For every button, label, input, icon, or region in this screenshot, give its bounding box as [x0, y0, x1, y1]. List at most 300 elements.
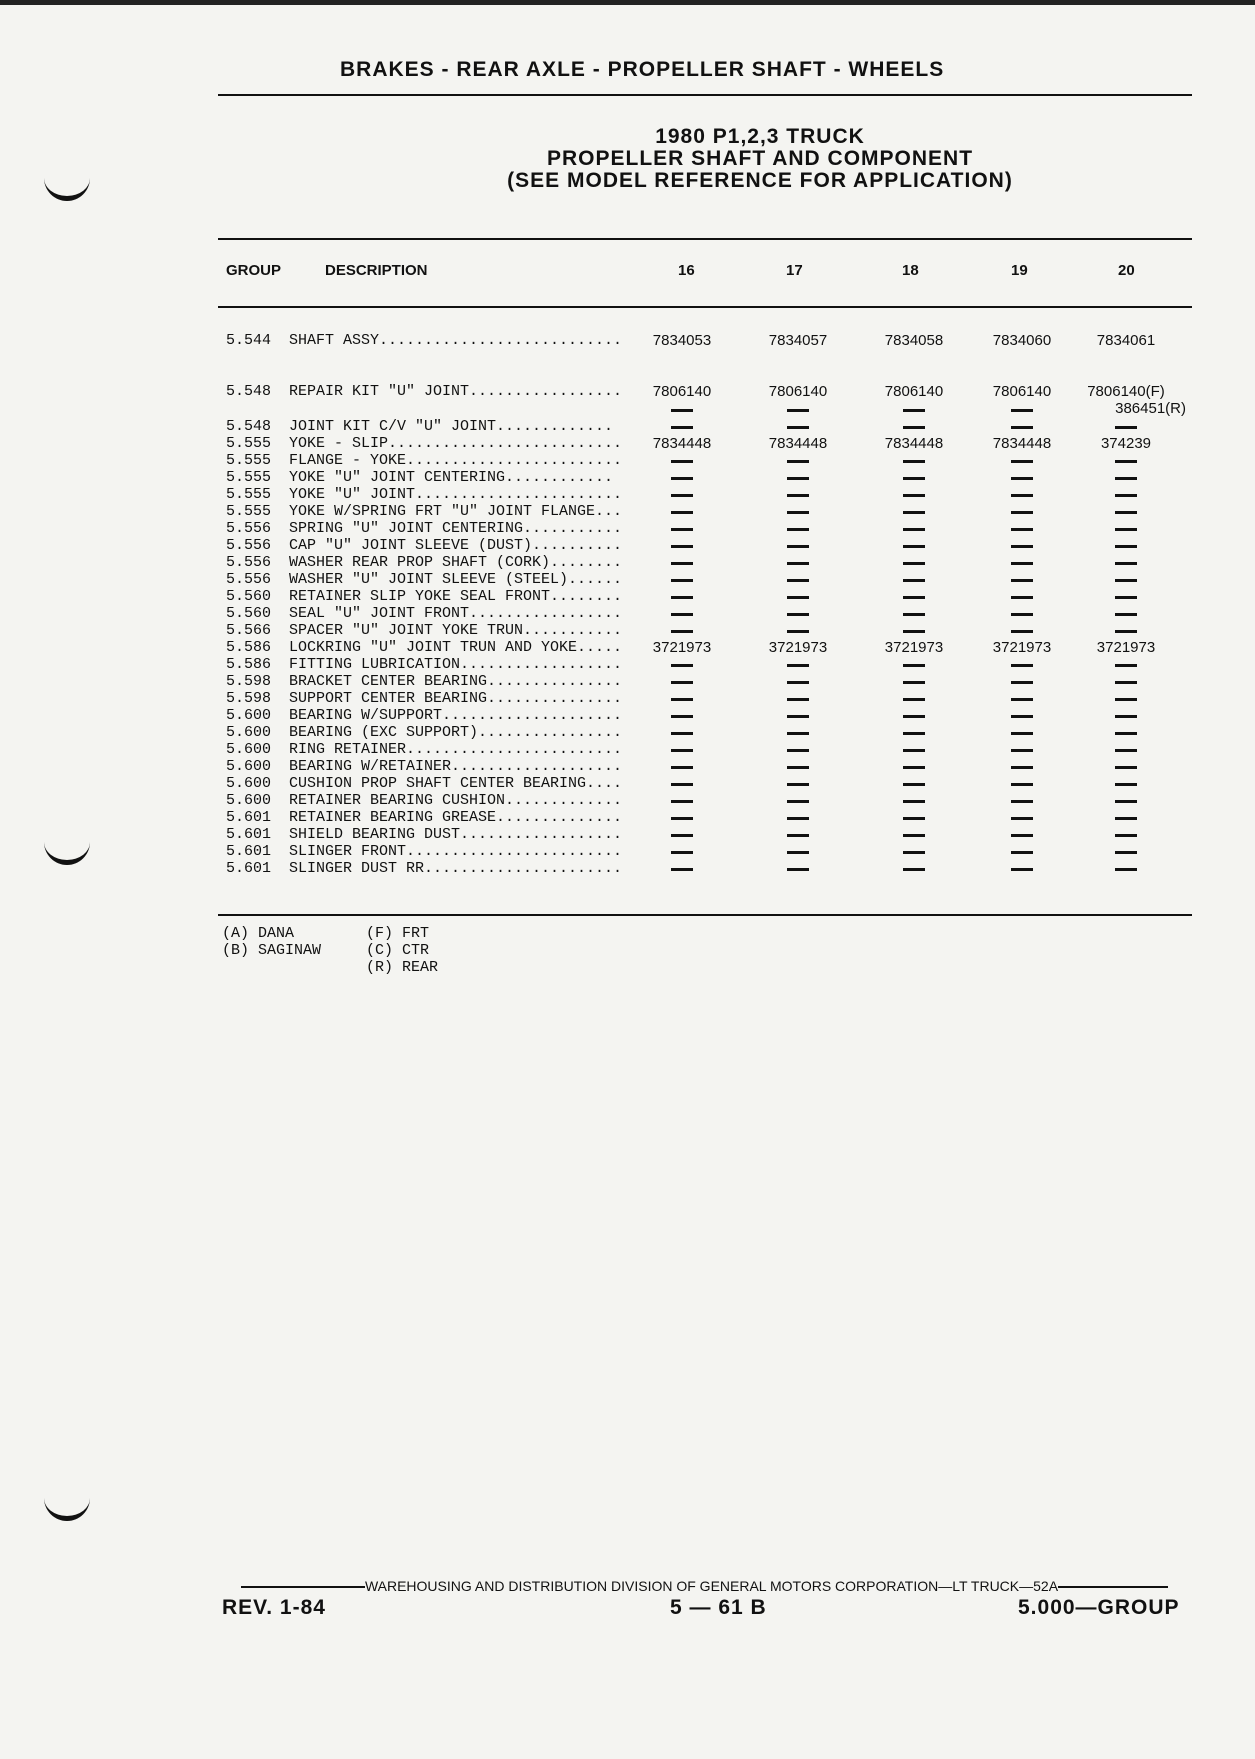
part-number-16 [632, 486, 732, 503]
not-applicable-dash [671, 800, 693, 803]
part-number-20 [1076, 520, 1176, 537]
not-applicable-dash [1011, 834, 1033, 837]
part-description: SLINGER DUST RR...................... [289, 860, 623, 877]
not-applicable-dash [903, 783, 925, 786]
table-row [0, 503, 1255, 520]
part-number-18 [864, 588, 964, 605]
table-row [0, 605, 1255, 622]
not-applicable-dash [1011, 715, 1033, 718]
part-number-20 [1076, 843, 1176, 860]
not-applicable-dash [903, 834, 925, 837]
part-number-20 [1076, 486, 1176, 503]
part-description: SPRING "U" JOINT CENTERING........... [289, 520, 623, 537]
group-code: 5.601 [226, 826, 272, 843]
part-number-17 [748, 758, 848, 775]
part-number-17 [748, 486, 848, 503]
part-number-20 [1076, 741, 1176, 758]
group-code: 5.556 [226, 554, 272, 571]
part-number-19: 7806140 [992, 383, 1052, 400]
part-number-18 [864, 554, 964, 571]
part-number-19 [972, 554, 1072, 571]
not-applicable-dash [1115, 749, 1137, 752]
not-applicable-dash [903, 528, 925, 531]
part-number-20 [1076, 690, 1176, 707]
table-row [0, 537, 1255, 554]
not-applicable-dash [787, 783, 809, 786]
not-applicable-dash [787, 834, 809, 837]
not-applicable-dash [1011, 511, 1033, 514]
part-number-17 [748, 588, 848, 605]
part-number-18: 7806140 [884, 383, 944, 400]
part-number-19 [972, 571, 1072, 588]
group-code: 5.555 [226, 469, 272, 486]
part-number-19 [972, 724, 1072, 741]
part-number-19 [972, 690, 1072, 707]
not-applicable-dash [903, 766, 925, 769]
not-applicable-dash [787, 562, 809, 565]
part-number-18 [864, 656, 964, 673]
part-number-20 [1076, 418, 1176, 435]
part-number-16 [632, 605, 732, 622]
not-applicable-dash [787, 732, 809, 735]
part-description: YOKE "U" JOINT CENTERING............ [289, 469, 614, 486]
group-code: 5.555 [226, 503, 272, 520]
part-number-18 [864, 792, 964, 809]
not-applicable-dash [787, 817, 809, 820]
not-applicable-dash [1011, 732, 1033, 735]
not-applicable-dash [1011, 868, 1033, 871]
part-description: SLINGER FRONT........................ [289, 843, 623, 860]
not-applicable-dash [787, 681, 809, 684]
part-description: FITTING LUBRICATION.................. [289, 656, 623, 673]
table-row [0, 809, 1255, 826]
part-number-19 [972, 741, 1072, 758]
part-number-20 [1076, 860, 1176, 877]
footer-page-number: 5 — 61 B [670, 1596, 767, 1619]
group-code: 5.601 [226, 860, 272, 877]
part-description: RETAINER BEARING CUSHION............. [289, 792, 623, 809]
not-applicable-dash [671, 630, 693, 633]
not-applicable-dash [1115, 664, 1137, 667]
part-number-16 [632, 537, 732, 554]
table-row [0, 860, 1255, 877]
part-number-19 [972, 486, 1072, 503]
part-number-17: 7806140 [768, 383, 828, 400]
part-number-16 [632, 724, 732, 741]
table-header-rule [218, 306, 1192, 308]
table-row [0, 622, 1255, 639]
part-number-17 [748, 792, 848, 809]
part-number-18: 7834448 [884, 435, 944, 452]
not-applicable-dash [632, 401, 732, 418]
part-description: REPAIR KIT "U" JOINT................. [289, 383, 623, 400]
footer-rule-right [1058, 1586, 1168, 1588]
part-description: BEARING W/RETAINER................... [289, 758, 623, 775]
part-number-18: 7834058 [884, 332, 944, 349]
part-number-17 [748, 503, 848, 520]
part-number-18 [864, 690, 964, 707]
not-applicable-dash [1115, 732, 1137, 735]
not-applicable-dash [1115, 817, 1137, 820]
not-applicable-dash [1011, 545, 1033, 548]
table-row [0, 486, 1255, 503]
top-edge-rule [0, 0, 1255, 5]
group-code: 5.560 [226, 605, 272, 622]
group-code: 5.600 [226, 792, 272, 809]
not-applicable-dash [1115, 562, 1137, 565]
col-header-description: DESCRIPTION [325, 262, 428, 279]
legend-left [222, 925, 321, 959]
not-applicable-dash [787, 630, 809, 633]
part-number-16: 3721973 [652, 639, 712, 656]
part-number-18 [864, 537, 964, 554]
table-row [0, 656, 1255, 673]
part-number-19 [972, 809, 1072, 826]
part-description: LOCKRING "U" JOINT TRUN AND YOKE..... [289, 639, 623, 656]
part-number-20 [1076, 724, 1176, 741]
part-number-18 [864, 775, 964, 792]
part-number-17 [748, 775, 848, 792]
part-number-17 [748, 622, 848, 639]
group-code: 5.586 [226, 656, 272, 673]
part-number-18 [864, 809, 964, 826]
table-row [0, 588, 1255, 605]
part-number-19 [972, 622, 1072, 639]
part-number-20: 7806140(F) [1087, 383, 1165, 400]
not-applicable-dash [787, 698, 809, 701]
part-number-20 [1076, 707, 1176, 724]
not-applicable-dash [1115, 545, 1137, 548]
not-applicable-dash [903, 562, 925, 565]
not-applicable-dash [671, 749, 693, 752]
col-header-20: 20 [1118, 262, 1135, 279]
part-number-17: 7834057 [768, 332, 828, 349]
part-number-20 [1076, 605, 1176, 622]
not-applicable-dash [671, 562, 693, 565]
not-applicable-dash [671, 834, 693, 837]
part-number-19 [972, 775, 1072, 792]
group-code: 5.598 [226, 673, 272, 690]
not-applicable-dash [1011, 630, 1033, 633]
not-applicable-dash [787, 715, 809, 718]
part-number-20 [1076, 826, 1176, 843]
not-applicable-dash [903, 868, 925, 871]
part-number-18 [864, 605, 964, 622]
part-number-16 [632, 520, 732, 537]
not-applicable-dash [1115, 477, 1137, 480]
part-number-20 [1076, 758, 1176, 775]
title-line-3: (SEE MODEL REFERENCE FOR APPLICATION) [507, 169, 1013, 192]
part-number-16 [632, 571, 732, 588]
not-applicable-dash [1011, 562, 1033, 565]
part-number-19: 7834060 [992, 332, 1052, 349]
not-applicable-dash [1115, 596, 1137, 599]
not-applicable-dash [903, 698, 925, 701]
not-applicable-dash [903, 545, 925, 548]
part-description: CUSHION PROP SHAFT CENTER BEARING.... [289, 775, 623, 792]
not-applicable-dash [671, 681, 693, 684]
group-code: 5.555 [226, 486, 272, 503]
table-row [0, 792, 1255, 809]
part-number-17 [748, 673, 848, 690]
binder-hole-mark [44, 1490, 90, 1521]
part-description: WASHER REAR PROP SHAFT (CORK)........ [289, 554, 623, 571]
part-number-19 [972, 418, 1072, 435]
part-number-17 [748, 537, 848, 554]
legend-item: (B) SAGINAW [222, 942, 322, 959]
not-applicable-dash [1011, 613, 1033, 616]
not-applicable-dash [1115, 426, 1137, 429]
part-number-17 [748, 741, 848, 758]
part-number-16 [632, 554, 732, 571]
table-row [0, 707, 1255, 724]
not-applicable-dash [787, 868, 809, 871]
not-applicable-dash [1011, 596, 1033, 599]
not-applicable-dash [1115, 851, 1137, 854]
table-row [0, 435, 1255, 452]
not-applicable-dash [671, 664, 693, 667]
table-bottom-rule [218, 914, 1192, 916]
group-code: 5.601 [226, 843, 272, 860]
not-applicable-dash [671, 732, 693, 735]
part-number-17 [748, 656, 848, 673]
part-number-17 [748, 554, 848, 571]
part-number-18 [864, 707, 964, 724]
title-block [218, 126, 1192, 192]
not-applicable-dash [671, 698, 693, 701]
col-header-18: 18 [902, 262, 919, 279]
part-number-18 [864, 860, 964, 877]
not-applicable-dash [903, 511, 925, 514]
part-number-17 [748, 605, 848, 622]
not-applicable-dash [864, 401, 964, 418]
part-number-19 [972, 537, 1072, 554]
part-number-20: 3721973 [1096, 639, 1156, 656]
part-number-18 [864, 452, 964, 469]
part-number-19 [972, 469, 1072, 486]
table-row [0, 673, 1255, 690]
not-applicable-dash [1115, 834, 1137, 837]
not-applicable-dash [671, 783, 693, 786]
part-number-17 [748, 724, 848, 741]
not-applicable-dash [903, 800, 925, 803]
part-number-20 [1076, 554, 1176, 571]
not-applicable-dash [1011, 477, 1033, 480]
part-number-16 [632, 775, 732, 792]
table-row [0, 520, 1255, 537]
not-applicable-dash [903, 749, 925, 752]
dash-mark [787, 409, 809, 412]
not-applicable-dash [787, 494, 809, 497]
not-applicable-dash [787, 528, 809, 531]
part-number-17 [748, 860, 848, 877]
part-number-18 [864, 741, 964, 758]
not-applicable-dash [787, 800, 809, 803]
part-number-16 [632, 843, 732, 860]
part-number-16 [632, 588, 732, 605]
not-applicable-dash [1011, 851, 1033, 854]
group-code: 5.601 [226, 809, 272, 826]
not-applicable-dash [903, 681, 925, 684]
not-applicable-dash [787, 477, 809, 480]
part-number-19: 7834448 [992, 435, 1052, 452]
table-row [0, 843, 1255, 860]
part-description: YOKE W/SPRING FRT "U" JOINT FLANGE... [289, 503, 623, 520]
group-code: 5.600 [226, 758, 272, 775]
part-description: RETAINER SLIP YOKE SEAL FRONT........ [289, 588, 623, 605]
not-applicable-dash [671, 545, 693, 548]
table-row [0, 758, 1255, 775]
not-applicable-dash [903, 596, 925, 599]
not-applicable-dash [972, 401, 1072, 418]
part-description: CAP "U" JOINT SLEEVE (DUST).......... [289, 537, 623, 554]
part-number-17 [748, 809, 848, 826]
part-number-17 [748, 707, 848, 724]
table-row [0, 332, 1255, 349]
part-number-18 [864, 503, 964, 520]
part-number-16 [632, 622, 732, 639]
part-number-19 [972, 673, 1072, 690]
not-applicable-dash [787, 426, 809, 429]
part-number-20 [1076, 792, 1176, 809]
not-applicable-dash [1115, 630, 1137, 633]
part-number-19 [972, 452, 1072, 469]
not-applicable-dash [1115, 715, 1137, 718]
page-header: BRAKES - REAR AXLE - PROPELLER SHAFT - WHEELS [340, 58, 945, 81]
not-applicable-dash [671, 817, 693, 820]
table-row [0, 724, 1255, 741]
not-applicable-dash [787, 851, 809, 854]
not-applicable-dash [671, 851, 693, 854]
footer-division-text: WAREHOUSING AND DISTRIBUTION DIVISION OF GENERAL MOTORS CORPORATION—LT TRUCK—52A [364, 1578, 1059, 1594]
part-number-16 [632, 826, 732, 843]
part-number-18: 3721973 [884, 639, 944, 656]
part-number-18 [864, 418, 964, 435]
not-applicable-dash [1115, 868, 1137, 871]
part-number-17 [748, 418, 848, 435]
part-number-16 [632, 758, 732, 775]
not-applicable-dash [1011, 681, 1033, 684]
part-number-16 [632, 792, 732, 809]
part-description: SPACER "U" JOINT YOKE TRUN........... [289, 622, 623, 639]
group-code: 5.600 [226, 724, 272, 741]
part-number-17 [748, 826, 848, 843]
part-number-19 [972, 792, 1072, 809]
not-applicable-dash [1115, 613, 1137, 616]
part-description: RETAINER BEARING GREASE.............. [289, 809, 623, 826]
not-applicable-dash [903, 664, 925, 667]
part-description: BEARING W/SUPPORT.................... [289, 707, 623, 724]
not-applicable-dash [787, 766, 809, 769]
group-code: 5.548 [226, 418, 272, 435]
not-applicable-dash [903, 817, 925, 820]
part-number-18 [864, 826, 964, 843]
not-applicable-dash [787, 613, 809, 616]
legend-item: (A) DANA [222, 925, 295, 942]
footer-rule-left [241, 1586, 365, 1588]
part-number-18 [864, 673, 964, 690]
part-number-16 [632, 690, 732, 707]
group-code: 5.600 [226, 775, 272, 792]
not-applicable-dash [671, 426, 693, 429]
binder-hole-mark [44, 170, 90, 201]
not-applicable-dash [1115, 511, 1137, 514]
part-number-19 [972, 605, 1072, 622]
part-number-16 [632, 673, 732, 690]
group-code: 5.586 [226, 639, 272, 656]
title-line-1: 1980 P1,2,3 TRUCK [655, 125, 865, 148]
not-applicable-dash [671, 868, 693, 871]
table-row [0, 571, 1255, 588]
not-applicable-dash [787, 749, 809, 752]
part-number-16 [632, 656, 732, 673]
title-line-2: PROPELLER SHAFT AND COMPONENT [546, 147, 974, 170]
not-applicable-dash [903, 477, 925, 480]
part-number-18 [864, 486, 964, 503]
part-number-17 [748, 520, 848, 537]
part-number-20 [1076, 503, 1176, 520]
part-number-20 [1076, 673, 1176, 690]
not-applicable-dash [1011, 494, 1033, 497]
not-applicable-dash [748, 401, 848, 418]
part-number-20 [1076, 571, 1176, 588]
col-header-16: 16 [678, 262, 695, 279]
not-applicable-dash [787, 511, 809, 514]
part-number-18 [864, 758, 964, 775]
not-applicable-dash [1011, 800, 1033, 803]
table-row [0, 418, 1255, 435]
not-applicable-dash [1011, 749, 1033, 752]
part-number-19 [972, 826, 1072, 843]
part-number-20 [1076, 809, 1176, 826]
part-number-18 [864, 622, 964, 639]
not-applicable-dash [787, 460, 809, 463]
not-applicable-dash [1115, 800, 1137, 803]
part-number-16: 7834053 [652, 332, 712, 349]
part-number-20 [1076, 537, 1176, 554]
part-description: SHAFT ASSY........................... [289, 332, 623, 349]
footer-division-line [222, 1578, 1187, 1594]
table-row [0, 741, 1255, 758]
part-description: YOKE "U" JOINT....................... [289, 486, 623, 503]
part-number-18 [864, 571, 964, 588]
part-number-17: 7834448 [768, 435, 828, 452]
not-applicable-dash [903, 630, 925, 633]
not-applicable-dash [787, 545, 809, 548]
part-number-16 [632, 809, 732, 826]
part-number-16 [632, 860, 732, 877]
not-applicable-dash [1011, 698, 1033, 701]
part-number-20 [1076, 775, 1176, 792]
part-number-20: 374239 [1100, 435, 1152, 452]
group-code: 5.600 [226, 741, 272, 758]
table-top-rule [218, 238, 1192, 240]
not-applicable-dash [903, 732, 925, 735]
part-description: YOKE - SLIP.......................... [289, 435, 623, 452]
dash-mark [671, 409, 693, 412]
part-number-20 [1076, 469, 1176, 486]
part-description: JOINT KIT C/V "U" JOINT............. [289, 418, 614, 435]
legend-item: (F) FRT [366, 925, 430, 942]
not-applicable-dash [1115, 783, 1137, 786]
part-number-18 [864, 724, 964, 741]
group-code: 5.566 [226, 622, 272, 639]
group-code: 5.555 [226, 435, 272, 452]
not-applicable-dash [671, 477, 693, 480]
not-applicable-dash [787, 579, 809, 582]
part-number-19 [972, 860, 1072, 877]
group-code: 5.555 [226, 452, 272, 469]
